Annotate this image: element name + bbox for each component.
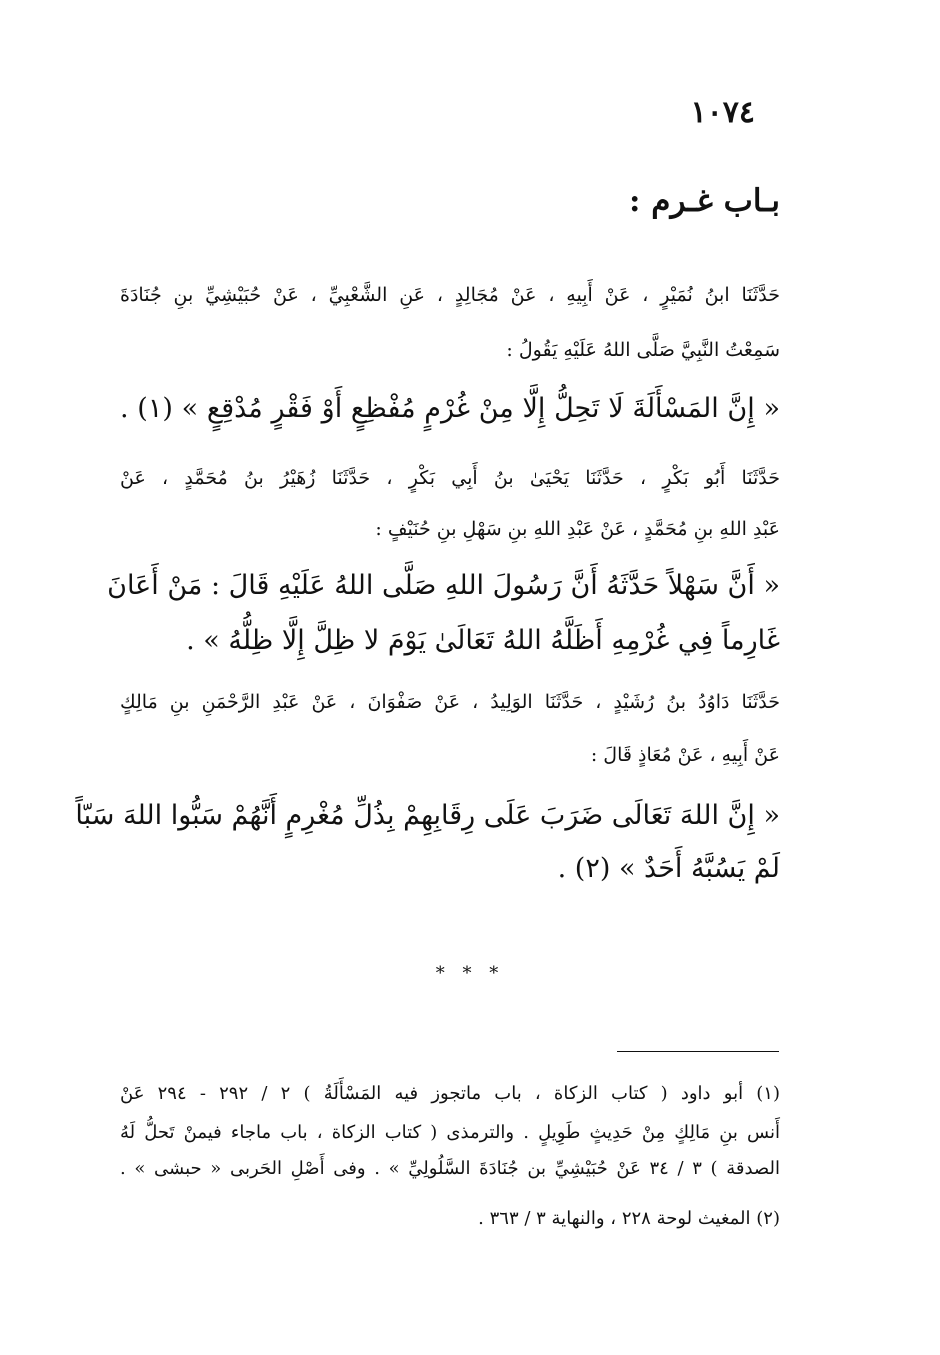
hadith-1-isnad-line-1: حَدَّثَنَا ابنُ نُمَيْرٍ ، عَنْ أَبِيهِ ، عَنْ مُجَالِدٍ ، عَنِ الشَّعْبِيِّ ، عَنْ حُبَيْشِيِّ بنِ جُنَادَةَ xyxy=(120,284,780,306)
footnote-1-line-1: (١) أبو داود ( كتاب الزكاة ، باب ماتجوز فيه المَسْأَلَةُ ) ٢ / ٢٩٢ - ٢٩٤ عَنْ xyxy=(120,1083,780,1104)
hadith-3-matn-line-2: لَمْ يَسُبَّهُ أَحَدٌ » (٢) . xyxy=(557,853,780,884)
page-number: ١٠٧٤ xyxy=(690,95,755,130)
footnote-1-line-2: أَنس بنِ مَالِكٍ مِنْ حَدِيثٍ طَوِيلٍ . والترمذى ( كتاب الزكاة ، باب ماجاء فيمنْ تَحلُّ لَهُ xyxy=(120,1122,780,1143)
footnote-divider xyxy=(617,1051,779,1052)
hadith-3-isnad-line-2: عَنْ أَبِيهِ ، عَنْ مُعَاذٍ قَالَ : xyxy=(590,744,780,766)
hadith-2-isnad-line-2: عَبْدِ اللهِ بنِ مُحَمَّدٍ ، عَنْ عَبْدِ اللهِ بنِ سَهْلِ بنِ حُنَيْفٍ : xyxy=(375,518,780,540)
hadith-2-isnad-line-1: حَدَّثَنَا أَبُو بَكْرٍ ، حَدَّثَنَا يَحْيَىٰ بنُ أَبِي بَكْرٍ ، حَدَّثَنَا زُهَيْرُ بنُ مُحَمَّدٍ ، عَنْ xyxy=(120,467,780,489)
hadith-2-matn-line-1: « أَنَّ سَهْلاً حَدَّثَهُ أَنَّ رَسُولَ اللهِ صَلَّى اللهُ عَلَيْهِ قَالَ : مَنْ أَعَانَ xyxy=(107,570,780,601)
hadith-1-matn-line-1: « إِنَّ المَسْأَلَةَ لَا تَحِلُّ إِلَّا مِنْ غُرْمٍ مُفْظِعٍ أَوْ فَقْرٍ مُدْقِعٍ » (١) . xyxy=(120,393,780,424)
hadith-3-matn-line-1: « إِنَّ اللهَ تَعَالَى ضَرَبَ عَلَى رِقَابِهِمْ بِذُلِّ مُغْرِمٍ أَنَّهُمْ سَبُّوا اللهَ سَبّاً xyxy=(75,800,780,831)
chapter-title: بـاب غـرم : xyxy=(629,183,780,219)
hadith-1-isnad-line-2: سَمِعْتُ النَّبِيَّ صَلَّى اللهُ عَلَيْهِ يَقُولُ : xyxy=(506,339,780,361)
footnote-1-line-3: الصدقة ) ٣ / ٣٤ عَنْ حُبَيْشِيِّ بن جُنَادَةَ السَّلُولِيِّ » . وفى أَصْلِ الحَربى « حبشى » . xyxy=(120,1158,780,1179)
hadith-3-isnad-line-1: حَدَّثَنَا دَاوُدُ بنُ رُشَيْدٍ ، حَدَّثَنَا الوَلِيدُ ، عَنْ صَفْوَانَ ، عَنْ عَبْدِ الرَّحْمَنِ بنِ مَالِكٍ xyxy=(120,691,780,713)
section-separator: * * * xyxy=(435,963,505,984)
hadith-2-matn-line-2: غَارِماً فِي غُرْمِهِ أَظَلَّهُ اللهُ تَعَالَىٰ يَوْمَ لا ظِلَّ إِلَّا ظِلُّهُ » . xyxy=(186,625,780,656)
footnote-2: (٢) المغيث لوحة ٢٢٨ ، والنهاية ٣ / ٣٦٣ . xyxy=(478,1208,780,1229)
